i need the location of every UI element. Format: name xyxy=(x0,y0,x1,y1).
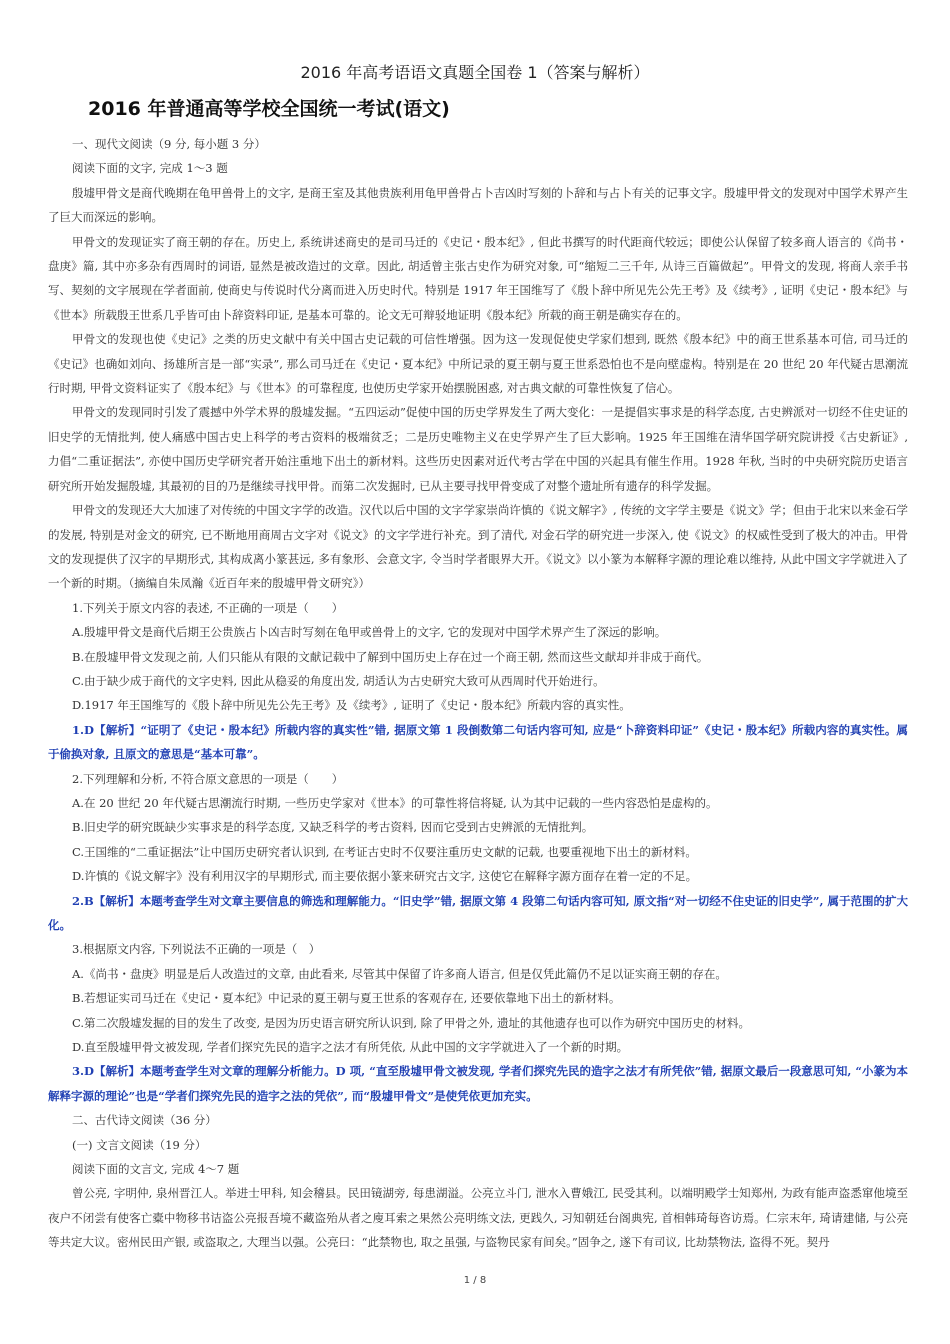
question-option: C.王国维的“二重证据法”让中国历史研究者认识到, 在考证古史时不仅要注重历史文献的记载, 也要重视地下出土的新材料。 xyxy=(72,844,697,859)
answer-explanation: 1.D【解析】“证明了《史记・殷本纪》所载内容的真实性”错, 据原文第 1 段倒数第二句话内容可知, 应是“卜辞资料印证”《史记・殷本纪》所载内容的真实性。属于偷换对象, 且原文的意思是“基本可靠”。 xyxy=(48,722,908,762)
question-option: A.《尚书・盘庚》明显是后人改造过的文章, 由此看来, 尽管其中保留了许多商人语言, 但是仅凭此篇仍不足以证实商王朝的存在。 xyxy=(72,966,727,981)
passage-paragraph: 甲骨文的发现还大大加速了对传统的中国文字学的改造。汉代以后中国的文字学家崇尚许慎的《说文解字》, 传统的文字学主要是《说文》学；但由于北宋以来金石学的发展, 特别是对金文的研究, 已不断地用商周古文字对《说文》的文字学进行补充。到了清代, 对金石学的研究进一步深入, 使《说文》的权威性受到了极大的冲击。甲骨文的发现提供了汉字的早期形式, 其构成离小篆甚远, 多有象形、会意文字, 令当时学者眼界大开。《说文》以小篆为本解释字源的理论难以维持, 从此中国文字学就进入了一个新的时期。（摘编自朱凤瀚《近百年来的殷墟甲骨文研究》） xyxy=(48,503,908,591)
passage-paragraph: 甲骨文的发现同时引发了震撼中外学术界的殷墟发掘。“五四运动”促使中国的历史学界发生了两大变化：一是提倡实事求是的科学态度, 古史辨派对一切经不住史证的旧史学的无情批判, 使人痛感中国古史上科学的考古资料的极端贫乏；二是历史唯物主义在史学界产生了巨大影响。1925 年王国维在清华国学研究院讲授《古史新证》, 力倡“二重证据法”, 亦使中国历史学研究者开始注重地下出土的新材料。这些历史因素对近代考古学在中国的兴起具有催生作用。1928 年秋, 当时的中央研究院历史语言研究所开始发掘殷墟, 其最初的目的乃是继续寻找甲骨。而第二次发掘时, 已从主要寻找甲骨变成了对整个遗址所有遗存的科学发掘。 xyxy=(48,405,908,493)
question-option: B.旧史学的研究既缺少实事求是的科学态度, 又缺乏科学的考古资料, 因而它受到古史辨派的无情批判。 xyxy=(72,820,594,835)
document-title: 2016 年高考语语文真题全国卷 1（答案与解析） xyxy=(300,63,650,82)
reading-instruction: 阅读下面的文字, 完成 1～3 题 xyxy=(72,161,228,176)
question-option: B.若想证实司马迁在《史记・夏本纪》中记录的夏王朝与夏王世系的客观存在, 还要依靠地下出土的新材料。 xyxy=(72,991,621,1006)
passage-paragraph: 殷墟甲骨文是商代晚期在龟甲兽骨上的文字, 是商王室及其他贵族利用龟甲兽骨占卜吉凶时写刻的卜辞和与占卜有关的记事文字。殷墟甲骨文的发现对中国学术界产生了巨大而深远的影响。 xyxy=(48,185,908,225)
exam-title: 2016 年普通高等学校全国统一考试(语文) xyxy=(88,98,450,120)
question-option: C.第二次殷墟发掘的目的发生了改变, 是因为历史语言研究所认识到, 除了甲骨之外, 遗址的其他遗存也可以作为研究中国历史的材料。 xyxy=(72,1015,750,1030)
document-body xyxy=(48,132,908,1255)
question-stem: 2.下列理解和分析, 不符合原文意思的一项是（ ） xyxy=(72,771,344,786)
passage-paragraph: 甲骨文的发现证实了商王朝的存在。历史上, 系统讲述商史的是司马迁的《史记・殷本纪》, 但此书撰写的时代距商代较远；即使公认保留了较多商人语言的《尚书・盘庚》篇, 其中亦多杂有西周时的词语, 显然是被改造过的文章。因此, 胡适曾主张古史作为研究对象, 可“缩短二三千年, 从诗三百篇做起”。甲骨文的发现, 将商人亲手书写、契刻的文字展现在学者面前, 使商史与传说时代分离而进入历史时代。特别是 1917 年王国维写了《殷卜辞中所见先公先王考》及《续考》, 证明《史记・殷本纪》与《世本》所载殷王世系几乎皆可由卜辞资料印证, 是基本可靠的。论文无可辩驳地证明《殷本纪》所载的商王朝是确实存在的。 xyxy=(48,234,908,322)
answer-explanation: 3.D【解析】本题考查学生对文章的理解分析能力。D 项, “直至殷墟甲骨文被发现, 学者们探究先民的造字之法才有所凭依”错, 据原文最后一段意思可知, “小篆为本解释字源的理论”也是“学者们探究先民的造字之法的凭依”, 而“殷墟甲骨文”是使凭依更加充实。 xyxy=(48,1064,908,1103)
question-option: B.在殷墟甲骨文发现之前, 人们只能从有限的文献记载中了解到中国历史上存在过一个商王朝, 然而这些文献却并非成于商代。 xyxy=(72,649,709,664)
answer-explanation: 2.B【解析】本题考查学生对文章主要信息的筛选和理解能力。“旧史学”错, 据原文第 4 段第二句话内容可知, 原文指“对一切经不住史证的旧史学”, 属于范围的扩大化。 xyxy=(48,893,908,932)
question-option: A.在 20 世纪 20 年代疑古思潮流行时期, 一些历史学家对《世本》的可靠性将信将疑, 认为其中记载的一些内容恐怕是虚构的。 xyxy=(72,795,718,810)
reading-instruction: 阅读下面的文言文, 完成 4～7 题 xyxy=(72,1162,240,1177)
subsection-heading: (一) 文言文阅读（19 分） xyxy=(72,1137,207,1152)
question-option: D.直至殷墟甲骨文被发现, 学者们探究先民的造字之法才有所凭依, 从此中国的文字学就进入了一个新的时期。 xyxy=(72,1040,629,1055)
section-heading: 二、古代诗文阅读（36 分） xyxy=(72,1113,217,1128)
passage-paragraph: 曾公亮, 字明仲, 泉州晋江人。举进士甲科, 知会稽县。民田镜湖旁, 每患湖溢。公亮立斗门, 泄水入曹娥江, 民受其利。以端明殿学士知郑州, 为政有能声盗悉窜他境至夜户不闭尝有使客亡橐中物移书诘盗公亮报吾境不藏盗殆从者之廋耳索之果然公亮明练文法, 更践久, 习知朝廷台阁典宪, 首相韩琦每咨访焉。仁宗末年, 琦请建储, 与公亮等共定大议。密州民田产银, 或盗取之, 大理当以强。公亮曰：“此禁物也, 取之虽强, 与盗物民家有间矣。”固争之, 遂下有司议, 比劫禁物法, 盗得不死。契丹 xyxy=(48,1186,908,1250)
question-option: A.殷墟甲骨文是商代后期王公贵族占卜凶吉时写刻在龟甲或兽骨上的文字, 它的发现对中国学术界产生了深远的影响。 xyxy=(72,625,667,640)
question-option: D.许慎的《说文解字》没有利用汉字的早期形式, 而主要依据小篆来研究古文字, 这使它在解释字源方面存在着一定的不足。 xyxy=(72,869,698,884)
page-number: 1 / 8 xyxy=(463,1275,487,1286)
question-stem: 3.根据原文内容, 下列说法不正确的一项是（ ） xyxy=(72,942,321,957)
question-stem: 1.下列关于原文内容的表述, 不正确的一项是（ ） xyxy=(72,600,344,615)
section-heading: 一、现代文阅读（9 分, 每小题 3 分） xyxy=(72,137,266,151)
question-option: D.1917 年王国维写的《殷卜辞中所见先公先王考》及《续考》, 证明了《史记・殷本纪》所载内容的真实性。 xyxy=(72,698,631,713)
question-option: C.由于缺少成于商代的文字史料, 因此从稳妥的角度出发, 胡适认为古史研究大致可从西周时代开始进行。 xyxy=(72,673,605,688)
passage-paragraph: 甲骨文的发现也使《史记》之类的历史文献中有关中国古史记载的可信性增强。因为这一发现促使史学家们想到, 既然《殷本纪》中的商王世系基本可信, 司马迁的《史记》也确如刘向、扬雄所言是一部“实录”, 那么司马迁在《史记・夏本纪》中所记录的夏王朝与夏王世系恐怕也不是向壁虚构。特别是在 20 世纪 20 年代疑古思潮流行时期, 甲骨文资料证实了《殷本纪》与《世本》的可靠程度, 也使历史学家开始摆脱困惑, 对古典文献的可靠性恢复了信心。 xyxy=(48,332,908,396)
